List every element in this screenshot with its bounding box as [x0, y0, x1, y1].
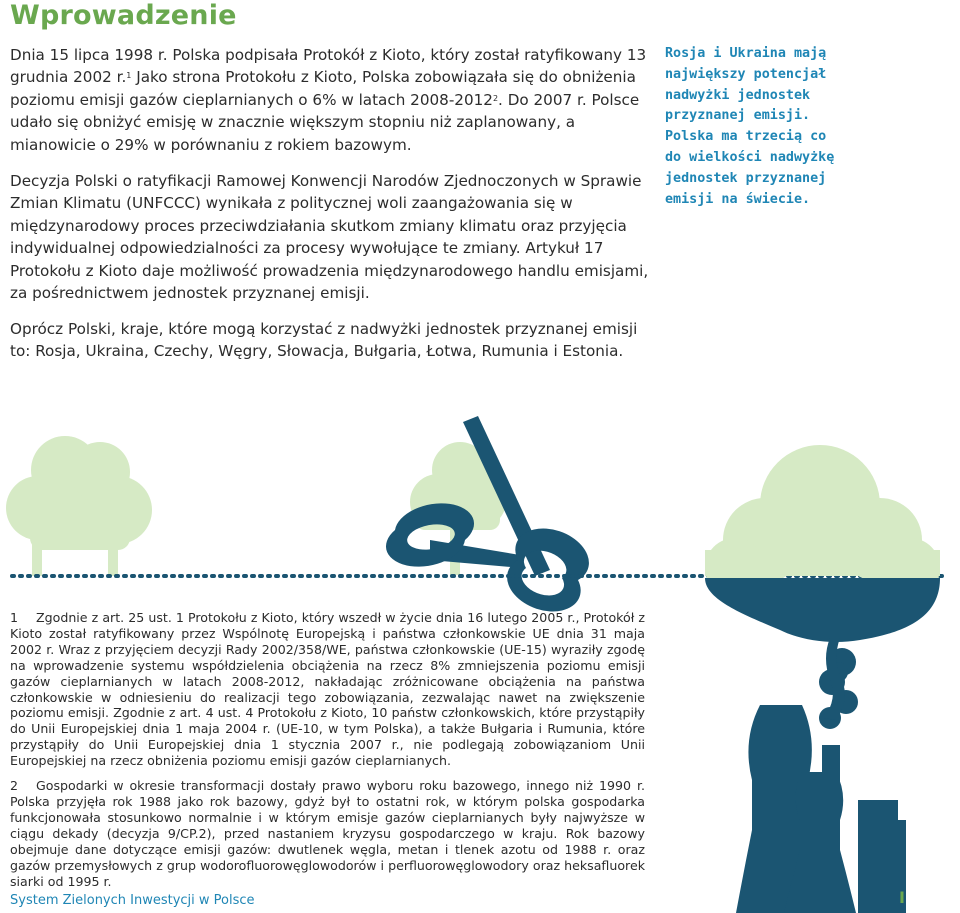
footnote-1 — [10, 610, 645, 769]
publication-footer: System Zielonych Inwestycji w Polsce — [10, 893, 255, 908]
footnote-ref-1[interactable]: 1 — [126, 71, 132, 81]
footnote-text: Gospodarki w okresie transformacji dostały prawo wyboru roku bazowego, innego niż 1990 r. Polska przyjęła rok 1988 jako rok bazowy, gdyż był to ostatni rok, w którym polska gospodarka funkcjonowała stosunkowo normalnie i w którym emisje gazów cieplarnianych były najwyższe w ciągu dekady (decyzja 9/CP.2), przed nastaniem kryzysu gospodarczego w kraju. Rok bazowy obejmuje dane dotyczące emisji gazów: dwutlenek węgla, metan i tlenek azotu od 1988 r. oraz gazów przemysłowych z grup wodorofluorowęglowodorów i perfluorowęglowodory oraz heksafluorek siarki od 1995 r. — [10, 778, 645, 889]
footnote-ref-2[interactable]: 2 — [492, 93, 499, 103]
cooling-tower-icon — [705, 578, 940, 913]
tree-icon — [6, 436, 152, 576]
sidebar-quote-box — [665, 44, 845, 210]
page-number: I — [899, 888, 905, 907]
intro-text: Jako strona Protokołu z Kioto, Polska zobowiązała się do obniżenia poziomu emisji gazów cieplarnianych o 6% w latach 2008-2012 — [10, 68, 636, 109]
intro-text: Dnia 15 lipca 1998 r. Polska podpisała Protokół z Kioto, który został ratyfikowany 13 grudnia 2002 r. — [10, 46, 647, 87]
intro-paragraph-1 — [10, 44, 650, 156]
footnote-text: Zgodnie z art. 25 ust. 1 Protokołu z Kioto, który wszedł w życie dnia 16 lutego 2005 r., Protokół z Kioto został ratyfikowany przez Wspólnotę Europejską i państwa członkowskie UE dnia 31 maja 2002 r. Wraz z przyjęciem decyzji Rady 2002/358/WE, państwa członkowskie (UE-15) wyraziły zgodę na wprowadzenie systemu współdzielenia obciążenia na rzecz 8% zmniejszenia poziomu emisji gazów cieplarnianych w latach 2008-2012, nakładając zróżnicowane obciążenia na państwa członkowskie w odniesieniu do realizacji tego zobowiązania, zezwalając nawet na zwiększenie poziomu emisji. Zgodnie z art. 4 ust. 4 Protokołu z Kioto, 10 państw członkowskich, które przystąpiły do Unii Europejskiej dnia 1 maja 2004 r. (UE-10, w tym Polska), a także Bułgaria i Rumunia, które przystąpiły do Unii Europejskiej dnia 1 stycznia 2007 r., nie podlegają zobowiązaniom Unii Europejskiej na rzecz obniżenia poziomu emisji gazów cieplarnianych. — [10, 610, 645, 769]
footnotes — [10, 610, 645, 898]
sidebar-quote-1: Rosja i Ukraina mają największy potencjał nadwyżki jednostek przyznanej emisji. — [665, 46, 827, 124]
footnote-number: 2 — [10, 778, 19, 794]
footnote-2 — [10, 778, 645, 889]
intro-text: . Do 2007 r. Polsce udało się obniżyć emisję w znacznie większym stopniu niż zaplanowany, a mianowicie o 29% w porównaniu z rokiem bazowym. — [10, 90, 640, 154]
intro-paragraph-3: Oprócz Polski, kraje, które mogą korzystać z nadwyżki jednostek przyznanej emisji to: Rosja, Ukraina, Czechy, Węgry, Słowacja, Bułgaria, Łotwa, Rumunia i Estonia. — [10, 320, 638, 361]
intro-paragraph-2: Decyzja Polski o ratyfikacji Ramowej Konwencji Narodów Zjednoczonych w Sprawie Zmian Klimatu (UNFCCC) wynikała z politycznej woli zaangażowania się w międzynarodowy proces przeciwdziałania skutkom zmiany klimatu oraz przyjęcia indywidualnej odpowiedzialności za procesy wywołujące te zmiany. Artykuł 17 Protokołu z Kioto daje możliwość prowadzenia międzynarodowego handlu emisjami, za pośrednictwem jednostek przyznanej emisji. — [10, 172, 649, 303]
sidebar-quote-2: Polska ma trzecią co do wielkości nadwyżkę jednostek przyznanej emisji na świecie. — [665, 129, 835, 207]
footnote-number: 1 — [10, 610, 19, 625]
page-title: Wprowadzenie — [10, 0, 237, 31]
cloud-icon — [705, 445, 940, 598]
